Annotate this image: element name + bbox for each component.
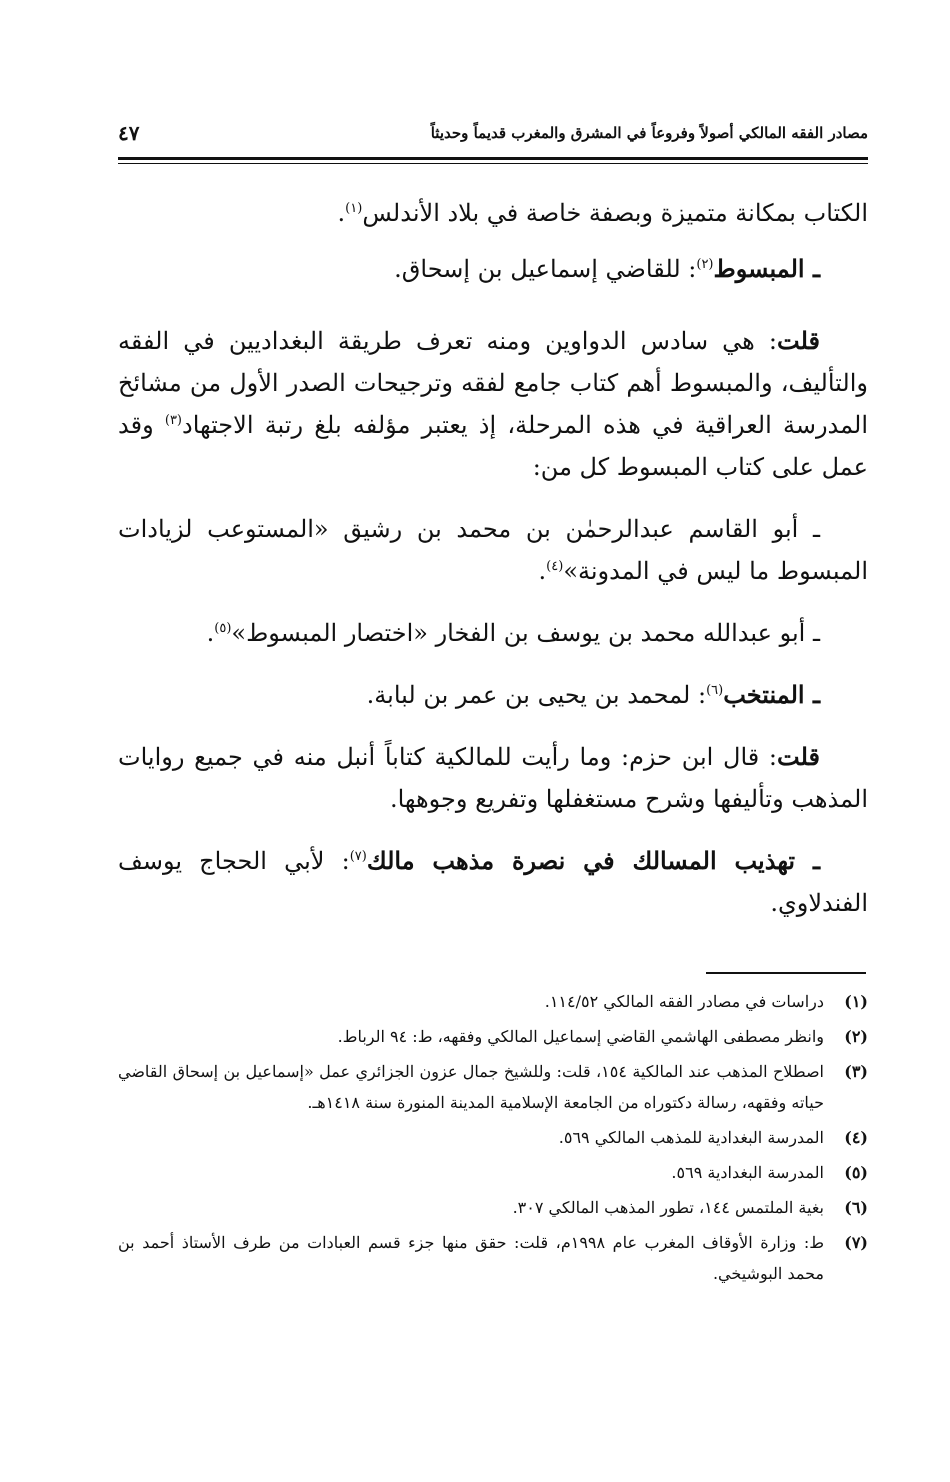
entry-ibn-rashiq xyxy=(118,508,868,592)
footnote-item xyxy=(118,1227,868,1289)
header-rule-thin xyxy=(118,163,868,164)
paragraph-qult-1 xyxy=(118,320,868,488)
entry-ibn-fakhkhar xyxy=(118,612,868,654)
entry-text: : لأبي الحجاج يوسف الفندلاوي. xyxy=(118,847,868,917)
footnote-text xyxy=(118,1021,824,1052)
paragraph-end: وقد عمل على كتاب المبسوط كل من: xyxy=(118,411,868,481)
footnote-ref: (٦) xyxy=(706,683,724,698)
entry-end: . xyxy=(206,619,215,647)
footnote-item xyxy=(118,1021,868,1052)
footnote-item xyxy=(118,1192,868,1223)
footnote-line: اصطلاح المذهب عند المالكية ١٥٤، قلت: وللشيخ جمال عزون الجزائري عمل «إسماعيل بن إسحاق القاضي حياته وفقهه، رسالة دكتوراه من الجامعة الإسلامية المدينة المنورة سنة ١٤١٨هـ. xyxy=(118,1062,825,1112)
footnote-number: (٦) xyxy=(844,1198,868,1217)
footnote-text xyxy=(118,1227,824,1289)
entry-text: ـ أبو القاسم عبدالرحمٰن بن محمد بن رشيق «المستوعب لزيادات المبسوط ما ليس في المدونة» xyxy=(118,515,868,585)
footnote-item xyxy=(118,986,868,1017)
footnote-text xyxy=(118,1056,824,1118)
paragraph-text: الكتاب بمكانة متميزة وبصفة خاصة في بلاد الأندلس xyxy=(362,199,868,227)
running-title: مصادر الفقه المالكي أصولاً وفروعاً في المشرق والمغرب قديماً وحديثاً xyxy=(430,124,868,142)
footnote-ref: (٥) xyxy=(214,621,232,636)
footnote-ref: (٤) xyxy=(546,559,564,574)
entry-end: . xyxy=(538,557,547,585)
footnote-number: (٤) xyxy=(844,1128,868,1147)
entry-title: ـ تهذيب المسالك في نصرة مذهب مالك xyxy=(366,846,820,875)
qult-label: قلت xyxy=(777,742,820,771)
footnote-line: وانظر مصطفى الهاشمي القاضي إسماعيل المالكي وفقهه، ط: ٩٤ الرباط. xyxy=(337,1027,824,1046)
footnote-number: (٧) xyxy=(844,1233,868,1252)
page-header xyxy=(118,112,868,154)
entry-text: : للقاضي إسماعيل بن إسحاق. xyxy=(394,255,697,283)
footnote-text xyxy=(118,1192,824,1223)
entry-mabsut xyxy=(118,248,868,290)
footnote-separator xyxy=(706,972,866,974)
footnote-ref: (٧) xyxy=(349,849,367,864)
paragraph-qult-2 xyxy=(118,736,868,820)
footnote-item xyxy=(118,1157,868,1188)
entry-text: : لمحمد بن يحيى بن عمر بن لبابة. xyxy=(366,681,707,709)
header-rule-thick xyxy=(118,157,868,160)
paragraph-end: . xyxy=(337,199,346,227)
footnote-line: ط: وزارة الأوقاف المغرب عام ١٩٩٨م، قلت: حقق منها جزء قسم العبادات من طرف الأستاذ أحمد بن محمد البوشيخي. xyxy=(118,1233,825,1283)
main-text xyxy=(118,192,868,924)
entry-muntakhab xyxy=(118,674,868,716)
footnote-text xyxy=(118,1157,824,1188)
footnote-item xyxy=(118,1056,868,1118)
footnote-number: (١) xyxy=(844,992,868,1011)
footnote-line: المدرسة البغدادية للمذهب المالكي ٥٦٩. xyxy=(558,1128,824,1147)
entry-title: ـ المبسوط xyxy=(713,254,820,283)
paragraph-text: : قال ابن حزم: وما رأيت للمالكية كتاباً أنبل منه في جميع روايات المذهب وتأليفها وشرح مستغفلها وتفريع وجوهها. xyxy=(118,743,868,813)
footnote-item xyxy=(118,1122,868,1153)
footnote-line: المدرسة البغدادية ٥٦٩. xyxy=(671,1163,824,1182)
paragraph-text: : هي سادس الدواوين ومنه تعرف طريقة البغداديين في الفقه والتأليف، والمبسوط أهم كتاب جامع لفقه وترجيحات الصدر الأول من مشائخ المدرسة العراقية في هذه المرحلة، إذ يعتبر مؤلفه بلغ رتبة الاجتهاد xyxy=(118,327,868,439)
page-number: ٤٧ xyxy=(118,121,140,145)
footnote-line: دراسات في مصادر الفقه المالكي ١١٤/٥٢. xyxy=(544,992,824,1011)
footnote-number: (٣) xyxy=(844,1062,868,1081)
qult-label: قلت xyxy=(777,326,820,355)
entry-text: ـ أبو عبدالله محمد بن يوسف بن الفخار «اختصار المبسوط» xyxy=(231,619,820,647)
entry-tahdhib xyxy=(118,840,868,924)
footnote-number: (٢) xyxy=(844,1027,868,1046)
footnote-text xyxy=(118,986,824,1017)
footnote-ref: (١) xyxy=(345,201,363,216)
paragraph-1 xyxy=(118,192,868,234)
footnote-line: بغية الملتمس ١٤٤، تطور المذهب المالكي ٣٠٧. xyxy=(512,1198,824,1217)
footnote-number: (٥) xyxy=(844,1163,868,1182)
footnote-ref: (٢) xyxy=(696,257,714,272)
footnote-ref: (٣) xyxy=(164,413,182,428)
entry-title: ـ المنتخب xyxy=(723,680,820,709)
footnotes xyxy=(118,986,868,1293)
footnote-text xyxy=(118,1122,824,1153)
